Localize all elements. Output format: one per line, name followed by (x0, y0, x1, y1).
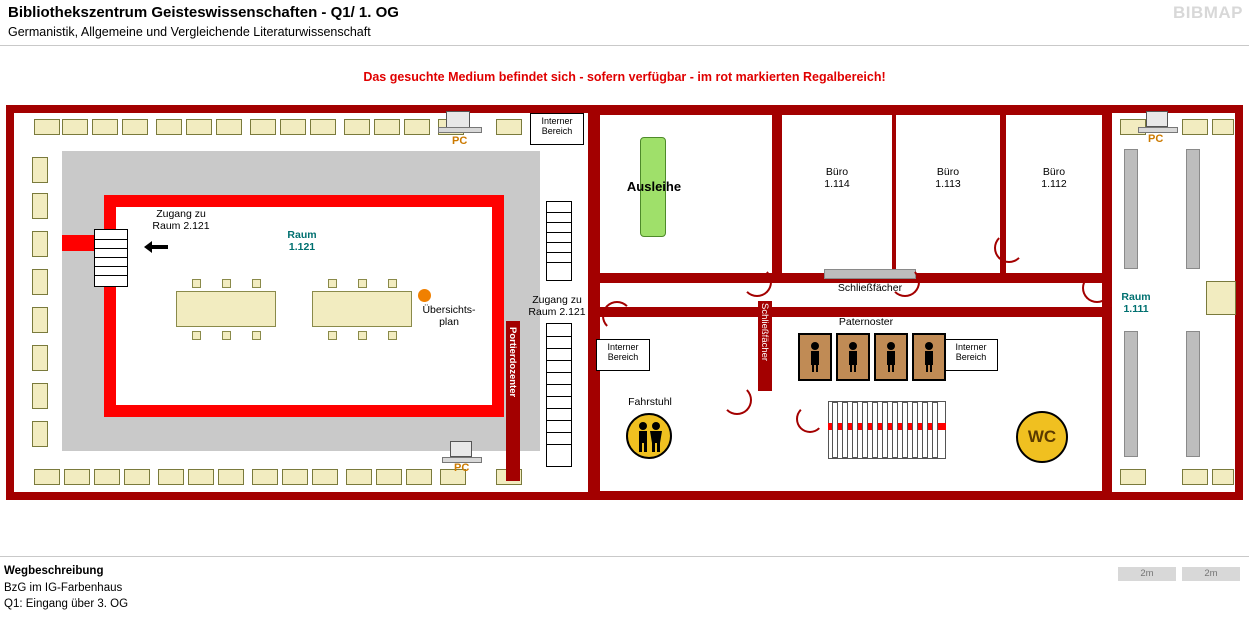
wc-label: WC (1027, 427, 1057, 446)
shelf-row-bottom (218, 469, 244, 485)
elevator-label: Fahrstuhl (628, 396, 672, 408)
shelf-rack-unit (902, 402, 908, 458)
person-icon (809, 341, 821, 373)
pc-icon-top-right (1146, 111, 1168, 127)
shelf-right-col (1186, 149, 1200, 269)
shelf-col-left (32, 345, 48, 371)
shelf-right-bottom (1182, 469, 1208, 485)
room-ausleihe (600, 115, 772, 273)
shelf-row-bottom (158, 469, 184, 485)
stairs-left (94, 229, 128, 287)
shelf-row-top (62, 119, 88, 135)
door-arc (722, 385, 752, 415)
internal-area-top: Interner Bereich (530, 113, 584, 145)
floor-plan (6, 105, 1243, 505)
inner-shelf-marker (222, 279, 231, 288)
page-title: Bibliothekszentrum Geisteswissenschaften - Q1/ 1. OG (8, 4, 399, 21)
shelf-row-top (344, 119, 370, 135)
shelf-row-top (374, 119, 400, 135)
pc-icon-bottom-left (450, 441, 472, 457)
scale-bar-right: 2m (1182, 567, 1240, 581)
shelf-row-bottom (64, 469, 90, 485)
shelf-row-top (496, 119, 522, 135)
paternoster-label: Paternoster (838, 316, 894, 328)
shelf-row-bottom (312, 469, 338, 485)
inner-shelf-marker (388, 279, 397, 288)
inner-shelf-marker (358, 331, 367, 340)
shelf-col-left (32, 157, 48, 183)
inner-shelf-marker (328, 279, 337, 288)
stairs-center-lower (546, 323, 572, 467)
inner-shelf-marker (252, 279, 261, 288)
lockers-label: Schließfächer (837, 282, 903, 294)
scale-bar-left: 2m (1118, 567, 1176, 581)
elevator-icon (626, 413, 672, 459)
shelf-right-col (1186, 331, 1200, 457)
shelf-col-left (32, 231, 48, 257)
shelf-row-top (404, 119, 430, 135)
person-icon (847, 341, 859, 373)
shelf-rack-unit (852, 402, 858, 458)
pc-label-top-right: PC (1148, 133, 1164, 145)
door-arc (1082, 273, 1112, 303)
page-subtitle: Germanistik, Allgemeine und Vergleichende Literaturwissenschaft (8, 25, 371, 39)
pc-label-top-left: PC (452, 135, 468, 147)
door-arc (742, 267, 772, 297)
shelf-rack-unit (872, 402, 878, 458)
door-arc (796, 405, 824, 433)
internal-area-left-lower: Interner Bereich (596, 339, 650, 371)
lockers-vertical-label: Schließfächer (759, 303, 770, 362)
shelf-row-top (156, 119, 182, 135)
shelf-row-bottom (34, 469, 60, 485)
shelf-rack-unit (912, 402, 918, 458)
shelf-row-bottom (94, 469, 120, 485)
access-room-2121-left-label: Zugang zu Raum 2.121 (152, 208, 210, 232)
shelf-col-left (32, 421, 48, 447)
room-1111-label: Raum 1.111 (1121, 291, 1151, 315)
ausleihe-label: Ausleihe (626, 179, 682, 194)
shelf-right-col (1124, 331, 1138, 457)
buero-1114-label: Büro 1.114 (824, 166, 850, 190)
reading-table (312, 291, 412, 327)
shelf-area-notice: Das gesuchte Medium befindet sich - sofern verfügbar - im rot markierten Regalbereich! (363, 70, 886, 84)
shelf-row-top (186, 119, 212, 135)
shelf-row-bottom (346, 469, 372, 485)
shelf-row-bottom (406, 469, 432, 485)
shelf-row-top (216, 119, 242, 135)
shelf-right-col (1124, 149, 1138, 269)
shelf-row-top (34, 119, 60, 135)
bibmap-logo: BIBMAP (1172, 3, 1243, 22)
footer-heading: Wegbeschreibung (4, 565, 104, 577)
inner-shelf-marker (192, 279, 201, 288)
shelf-row-top (280, 119, 306, 135)
stairs-center (546, 201, 572, 281)
person-icon (923, 341, 935, 373)
shelf-rack-unit (922, 402, 928, 458)
shelf-rack-unit (862, 402, 868, 458)
portier-label: Portierdozenter (507, 327, 518, 398)
shelf-row-top (122, 119, 148, 135)
shelf-row-bottom (124, 469, 150, 485)
page-header (0, 0, 1249, 46)
shelf-row-top (250, 119, 276, 135)
room-1121-label: Raum 1.121 (287, 229, 317, 253)
pc-label-bottom-left: PC (454, 462, 470, 474)
shelf-col-left (32, 193, 48, 219)
buero-1113-label: Büro 1.113 (935, 166, 961, 190)
shelf-rack-unit (842, 402, 848, 458)
shelf-rack-unit (932, 402, 938, 458)
shelf-col-left (32, 383, 48, 409)
inner-shelf-marker (328, 331, 337, 340)
shelf-right-top (1212, 119, 1234, 135)
person-icon (885, 341, 897, 373)
shelf-row-bottom (376, 469, 402, 485)
pc-desk-top-left (438, 127, 482, 133)
inner-shelf-marker (222, 331, 231, 340)
inner-shelf-marker (388, 331, 397, 340)
inner-shelf-marker (192, 331, 201, 340)
inner-shelf-marker (358, 279, 367, 288)
internal-area-right-lower: Interner Bereich (944, 339, 998, 371)
overview-plan-marker (418, 289, 431, 302)
footer-line-1: BzG im IG-Farbenhaus (4, 582, 123, 594)
shelf-rack-unit (832, 402, 838, 458)
room-buero-1114 (782, 115, 892, 273)
shelf-row-top (310, 119, 336, 135)
shelf-rack-unit (882, 402, 888, 458)
overview-plan-label: Übersichts- plan (422, 304, 476, 328)
wc-icon (1016, 411, 1068, 463)
access-room-2121-center-label: Zugang zu Raum 2.121 (528, 294, 586, 318)
shelf-col-left (32, 307, 48, 333)
shelf-row-bottom (252, 469, 278, 485)
footer-line-2: Q1: Eingang über 3. OG (4, 598, 129, 610)
shelf-right-top (1182, 119, 1208, 135)
shelf-right-table (1206, 281, 1236, 315)
arrow-left-icon (144, 239, 168, 255)
inner-shelf-marker (252, 331, 261, 340)
buero-1112-label: Büro 1.112 (1041, 166, 1067, 190)
shelf-row-bottom (188, 469, 214, 485)
shelf-row-top (92, 119, 118, 135)
room-buero-1113 (896, 115, 1000, 273)
door-arc (602, 301, 632, 331)
door-arc (994, 233, 1024, 263)
shelf-right-bottom (1212, 469, 1234, 485)
shelf-rack-unit (892, 402, 898, 458)
shelf-row-bottom (282, 469, 308, 485)
shelf-col-left (32, 269, 48, 295)
reading-table (176, 291, 276, 327)
shelf-right-bottom (1120, 469, 1146, 485)
door-arc (890, 267, 920, 297)
page-footer (0, 556, 1249, 610)
